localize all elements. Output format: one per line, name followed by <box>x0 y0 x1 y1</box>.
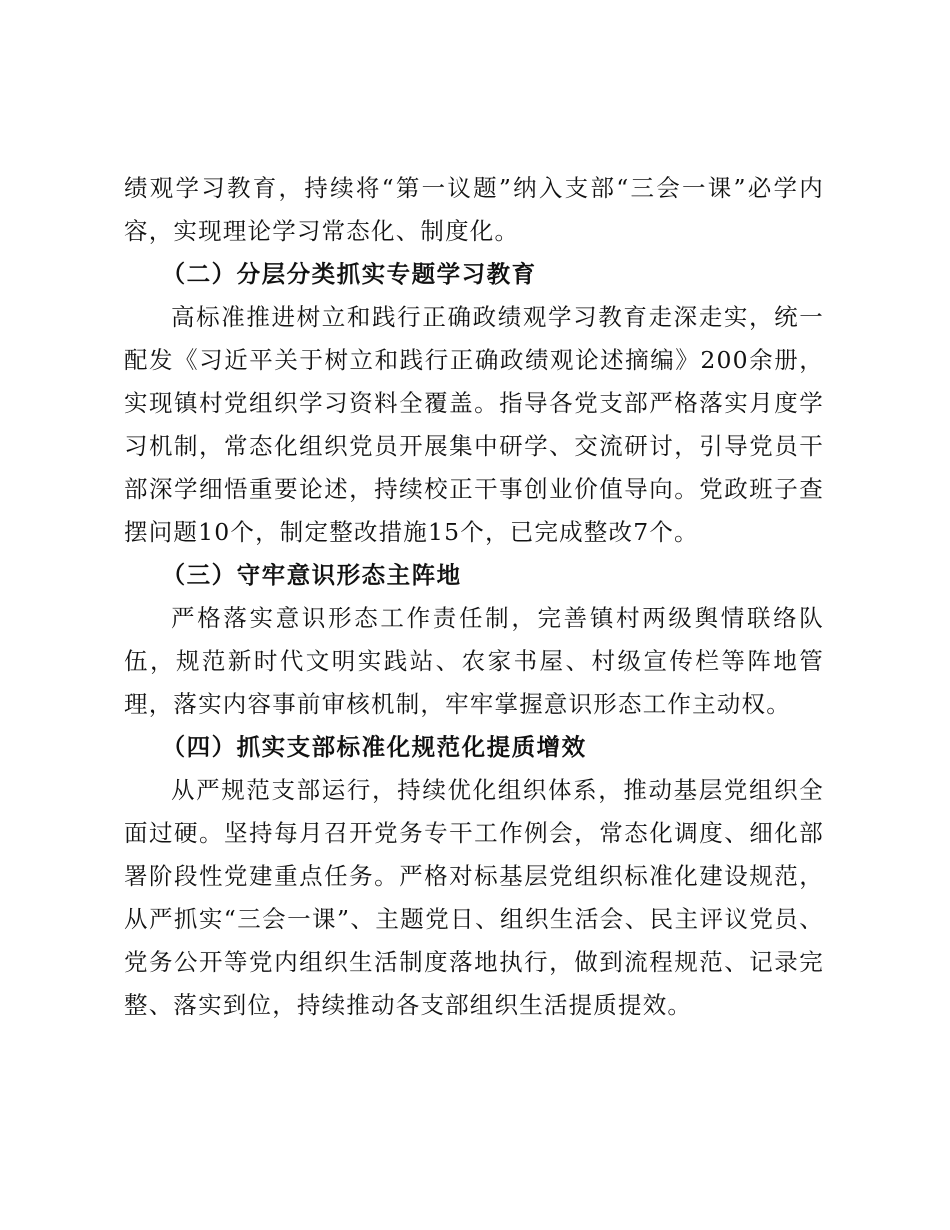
document-body <box>124 167 824 1027</box>
section-heading-4: （四）抓实支部标准化规范化提质增效 <box>161 733 587 761</box>
section-3-paragraph: 严格落实意识形态工作责任制，完善镇村两级舆情联络队伍，规范新时代文明实践站、农家书屋、村级宣传栏等阵地管理，落实内容事前审核机制，牢牢掌握意识形态工作主动权。 <box>124 604 824 718</box>
section-heading-3: （三）守牢意识形态主阵地 <box>161 561 462 589</box>
section-heading-2: （二）分层分类抓实专题学习教育 <box>161 260 537 288</box>
continuation-paragraph: 绩观学习教育，持续将“第一议题”纳入支部“三会一课”必学内容，实现理论学习常态化、制度化。 <box>124 174 824 245</box>
section-4-paragraph: 从严规范支部运行，持续优化组织体系，推动基层党组织全面过硬。坚持每月召开党务专干工作例会，常态化调度、细化部署阶段性党建重点任务。严格对标基层党组织标准化建设规范，从严抓实“三会一课”、主题党日、组织生活会、民主评议党员、党务公开等党内组织生活制度落地执行，做到流程规范、记录完整、落实到位，持续推动各支部组织生活提质提效。 <box>124 776 824 1019</box>
section-2-paragraph: 高标准推进树立和践行正确政绩观学习教育走深走实，统一配发《习近平关于树立和践行正确政绩观论述摘编》200余册，实现镇村党组织学习资料全覆盖。指导各党支部严格落实月度学习机制，常态化组织党员开展集中研学、交流研讨，引导党员干部深学细悟重要论述，持续校正干事创业价值导向。党政班子查摆问题10个，制定整改措施15个，已完成整改7个。 <box>124 303 824 546</box>
